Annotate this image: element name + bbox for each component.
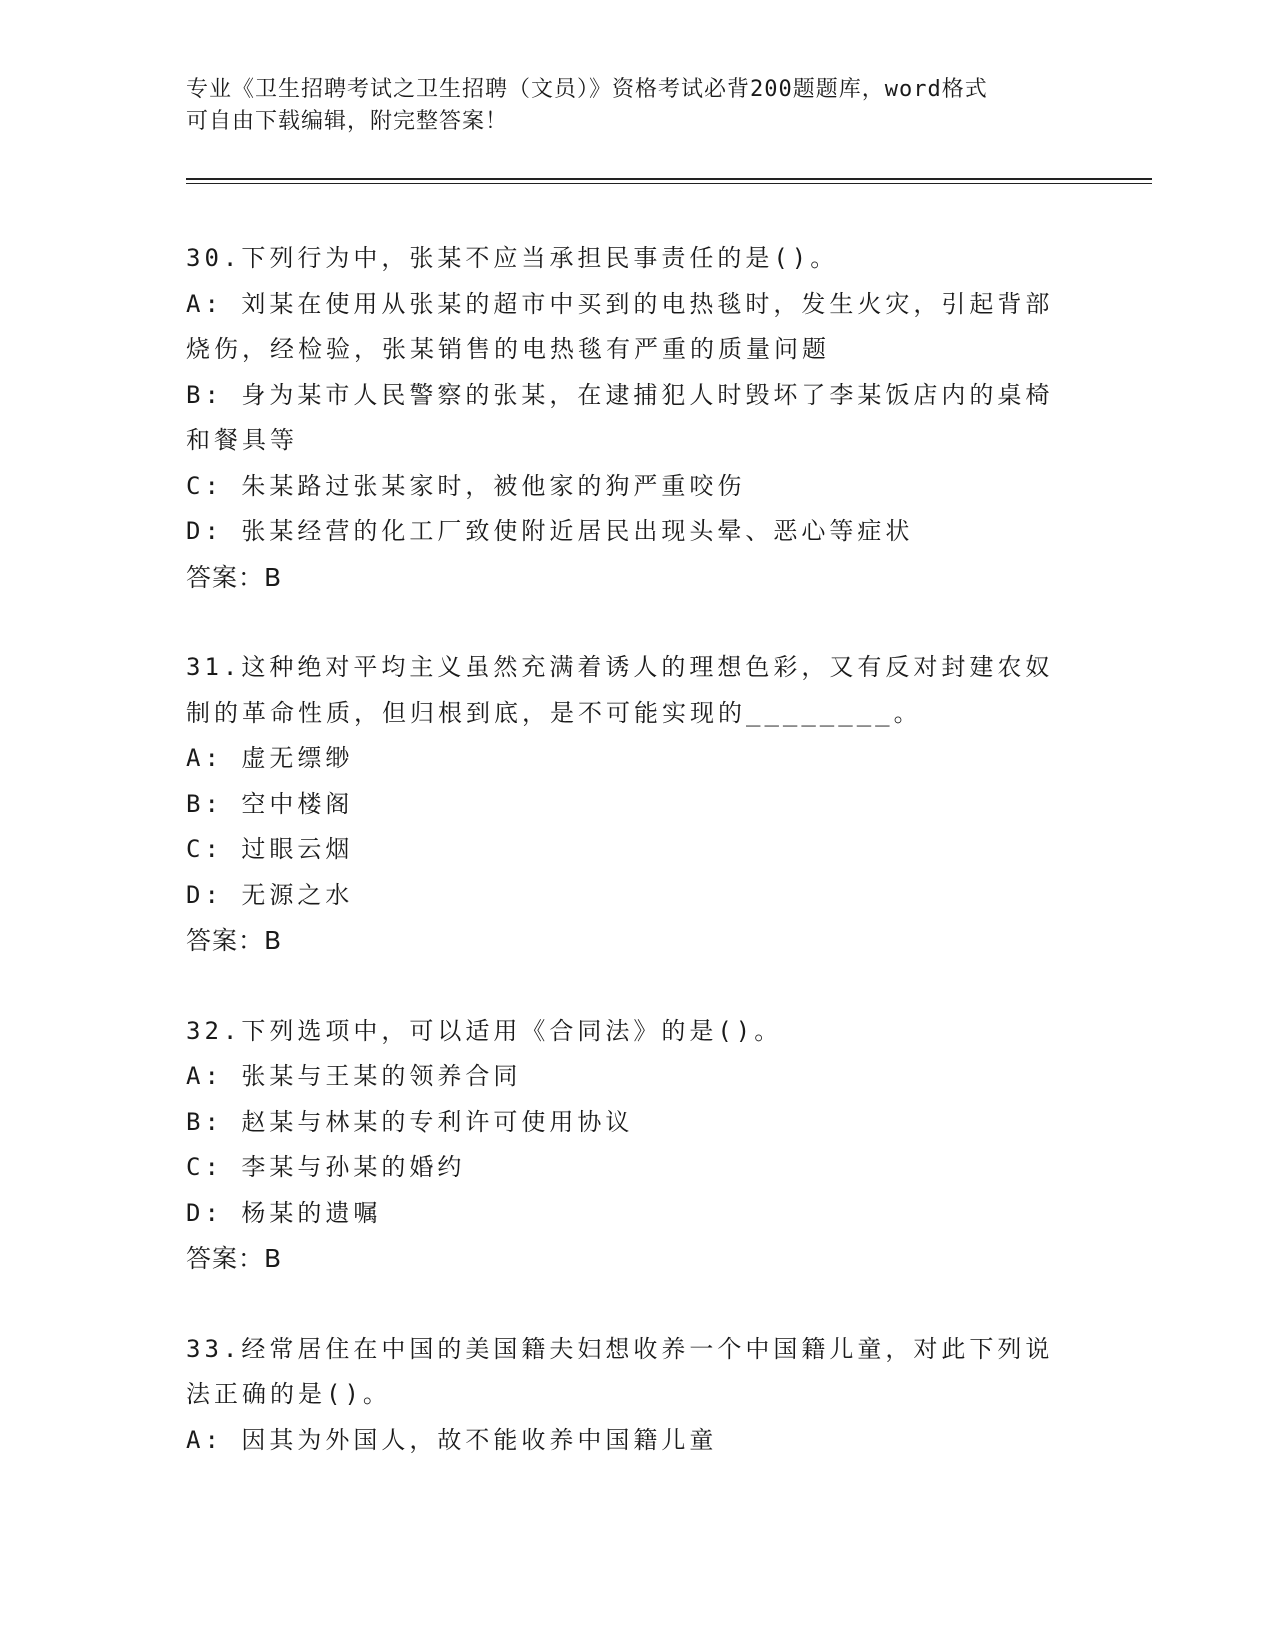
question-32: [186, 1009, 1086, 1282]
question-31: [186, 645, 1086, 964]
option-d: D: 无源之水: [186, 880, 354, 909]
question-stem: 32.下列选项中，可以适用《合同法》的是()。: [186, 1016, 783, 1045]
question-stem-line-1: 33.经常居住在中国的美国籍夫妇想收养一个中国籍儿童，对此下列说: [186, 1334, 1054, 1363]
option-a-line-1: A: 刘某在使用从张某的超市中买到的电热毯时，发生火灾，引起背部: [186, 289, 1054, 318]
option-a: A: 虚无缥缈: [186, 744, 354, 772]
header-line-2: 可自由下载编辑，附完整答案！: [186, 109, 509, 134]
answer-label: 答案：B: [186, 562, 283, 592]
option-b-line-1: B: 身为某市人民警察的张某，在逮捕犯人时毁坏了李某饭店内的桌椅: [186, 380, 1054, 409]
header-divider-thin: [186, 183, 1152, 184]
question-30: [186, 236, 1086, 600]
question-stem-line-2: 制的革命性质，但归根到底，是不可能实现的________。: [186, 698, 922, 727]
header-divider-thick: [186, 178, 1152, 180]
question-stem-line-1: 31.这种绝对平均主义虽然充满着诱人的理想色彩，又有反对封建农奴: [186, 653, 1054, 681]
question-stem: 30.下列行为中，张某不应当承担民事责任的是()。: [186, 244, 839, 272]
question-list: [186, 236, 1086, 1508]
option-a: [186, 282, 1086, 373]
answer-label: 答案：B: [186, 1244, 283, 1273]
document-header: [186, 74, 1086, 138]
option-a-line-2: 烧伤，经检验，张某销售的电热毯有严重的质量问题: [186, 335, 830, 363]
option-c: C: 朱某路过张某家时，被他家的狗严重咬伤: [186, 471, 746, 500]
option-b: [186, 373, 1086, 464]
option-d: D: 张某经营的化工厂致使附近居民出现头晕、恶心等症状: [186, 517, 914, 545]
option-d: D: 杨某的遗嘱: [186, 1198, 382, 1227]
answer-label: 答案：B: [186, 926, 283, 955]
option-c: C: 过眼云烟: [186, 835, 354, 863]
option-c: C: 李某与孙某的婚约: [186, 1153, 466, 1181]
header-line-1: 专业《卫生招聘考试之卫生招聘（文员）》资格考试必背200题题库，word格式: [186, 77, 988, 102]
option-a: A: 因其为外国人，故不能收养中国籍儿童: [186, 1425, 718, 1454]
option-b: B: 赵某与林某的专利许可使用协议: [186, 1107, 634, 1136]
option-a: A: 张某与王某的领养合同: [186, 1062, 522, 1090]
option-b: B: 空中楼阁: [186, 789, 354, 818]
option-b-line-2: 和餐具等: [186, 426, 298, 454]
question-33: [186, 1327, 1086, 1464]
question-stem-line-2: 法正确的是()。: [186, 1380, 391, 1408]
